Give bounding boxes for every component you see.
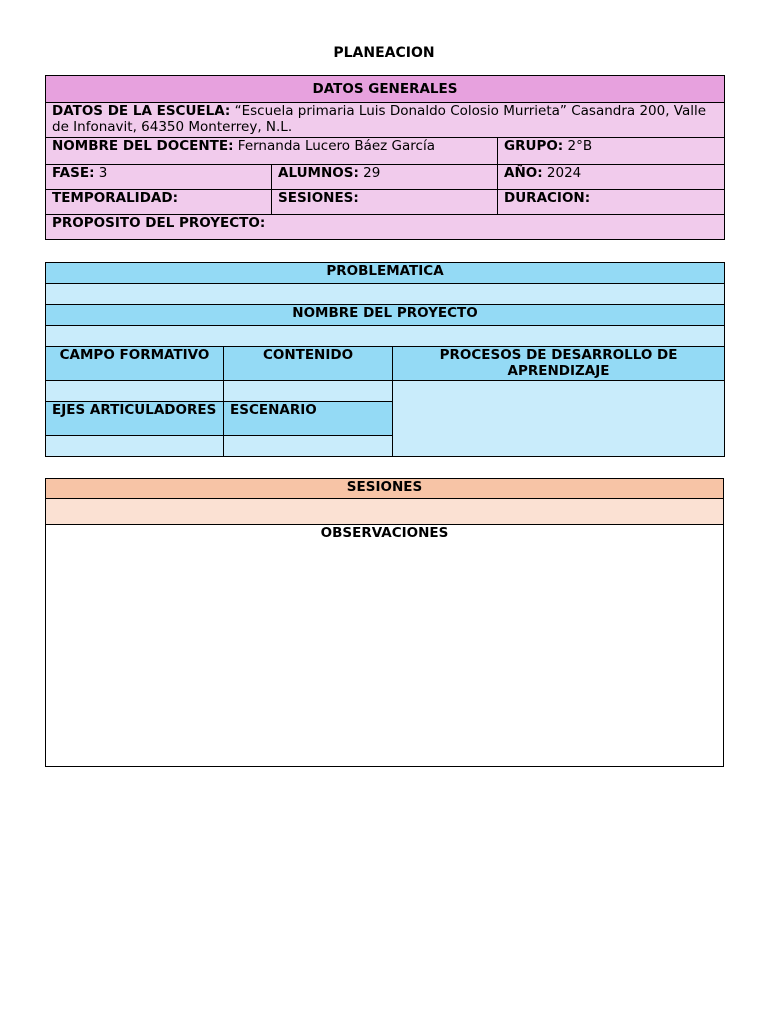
anio-value: 2024 bbox=[542, 165, 582, 181]
grupo-value: 2°B bbox=[563, 138, 593, 154]
contenido-value[interactable] bbox=[224, 381, 393, 402]
procesos-value[interactable] bbox=[393, 381, 725, 457]
fase-label: FASE: bbox=[52, 165, 95, 181]
escenario-header: ESCENARIO bbox=[224, 402, 393, 436]
sesiones-label: SESIONES: bbox=[272, 190, 498, 215]
contenido-header: CONTENIDO bbox=[224, 347, 393, 381]
problematica-value[interactable] bbox=[46, 284, 725, 305]
fase-cell bbox=[46, 165, 272, 190]
escenario-value[interactable] bbox=[224, 436, 393, 457]
fase-value: 3 bbox=[94, 165, 108, 181]
duracion-label: DURACION: bbox=[498, 190, 725, 215]
anio-cell bbox=[498, 165, 725, 190]
sesiones-table bbox=[45, 478, 724, 767]
campo-formativo-value[interactable] bbox=[46, 381, 224, 402]
escuela-label: DATOS DE LA ESCUELA: bbox=[52, 103, 231, 119]
alumnos-cell bbox=[272, 165, 498, 190]
nombre-proyecto-header: NOMBRE DEL PROYECTO bbox=[46, 305, 725, 326]
nombre-proyecto-value[interactable] bbox=[46, 326, 725, 347]
campo-formativo-header: CAMPO FORMATIVO bbox=[46, 347, 224, 381]
procesos-header: PROCESOS DE DESARROLLO DE APRENDIZAJE bbox=[393, 347, 725, 381]
observaciones-section[interactable] bbox=[46, 525, 724, 767]
anio-label: AÑO: bbox=[504, 165, 543, 181]
ejes-articuladores-value[interactable] bbox=[46, 436, 224, 457]
docente-label: NOMBRE DEL DOCENTE: bbox=[52, 138, 234, 154]
escuela-value: “Escuela primaria Luis Donaldo Colosio Murrieta” Casandra 200, Valle de Infonavit, 64350 Monterrey, N.L. bbox=[52, 103, 707, 135]
temporalidad-label: TEMPORALIDAD: bbox=[46, 190, 272, 215]
grupo-label: GRUPO: bbox=[504, 138, 564, 154]
problematica-header: PROBLEMATICA bbox=[46, 263, 725, 284]
proposito-label: PROPOSITO DEL PROYECTO: bbox=[46, 215, 725, 240]
proyecto-table bbox=[45, 262, 725, 457]
page-title: PLANEACION bbox=[333, 45, 435, 61]
escuela-cell bbox=[46, 103, 725, 138]
docente-cell bbox=[46, 138, 498, 165]
docente-value: Fernanda Lucero Báez García bbox=[233, 138, 435, 154]
grupo-cell bbox=[498, 138, 725, 165]
sesiones-value[interactable] bbox=[46, 499, 724, 525]
datos-generales-table bbox=[45, 75, 725, 240]
observaciones-header: OBSERVACIONES bbox=[320, 525, 449, 541]
datos-generales-header: DATOS GENERALES bbox=[46, 76, 725, 103]
sesiones-header: SESIONES bbox=[46, 479, 724, 499]
ejes-articuladores-header: EJES ARTICULADORES bbox=[46, 402, 224, 436]
alumnos-label: ALUMNOS: bbox=[278, 165, 359, 181]
alumnos-value: 29 bbox=[358, 165, 381, 181]
